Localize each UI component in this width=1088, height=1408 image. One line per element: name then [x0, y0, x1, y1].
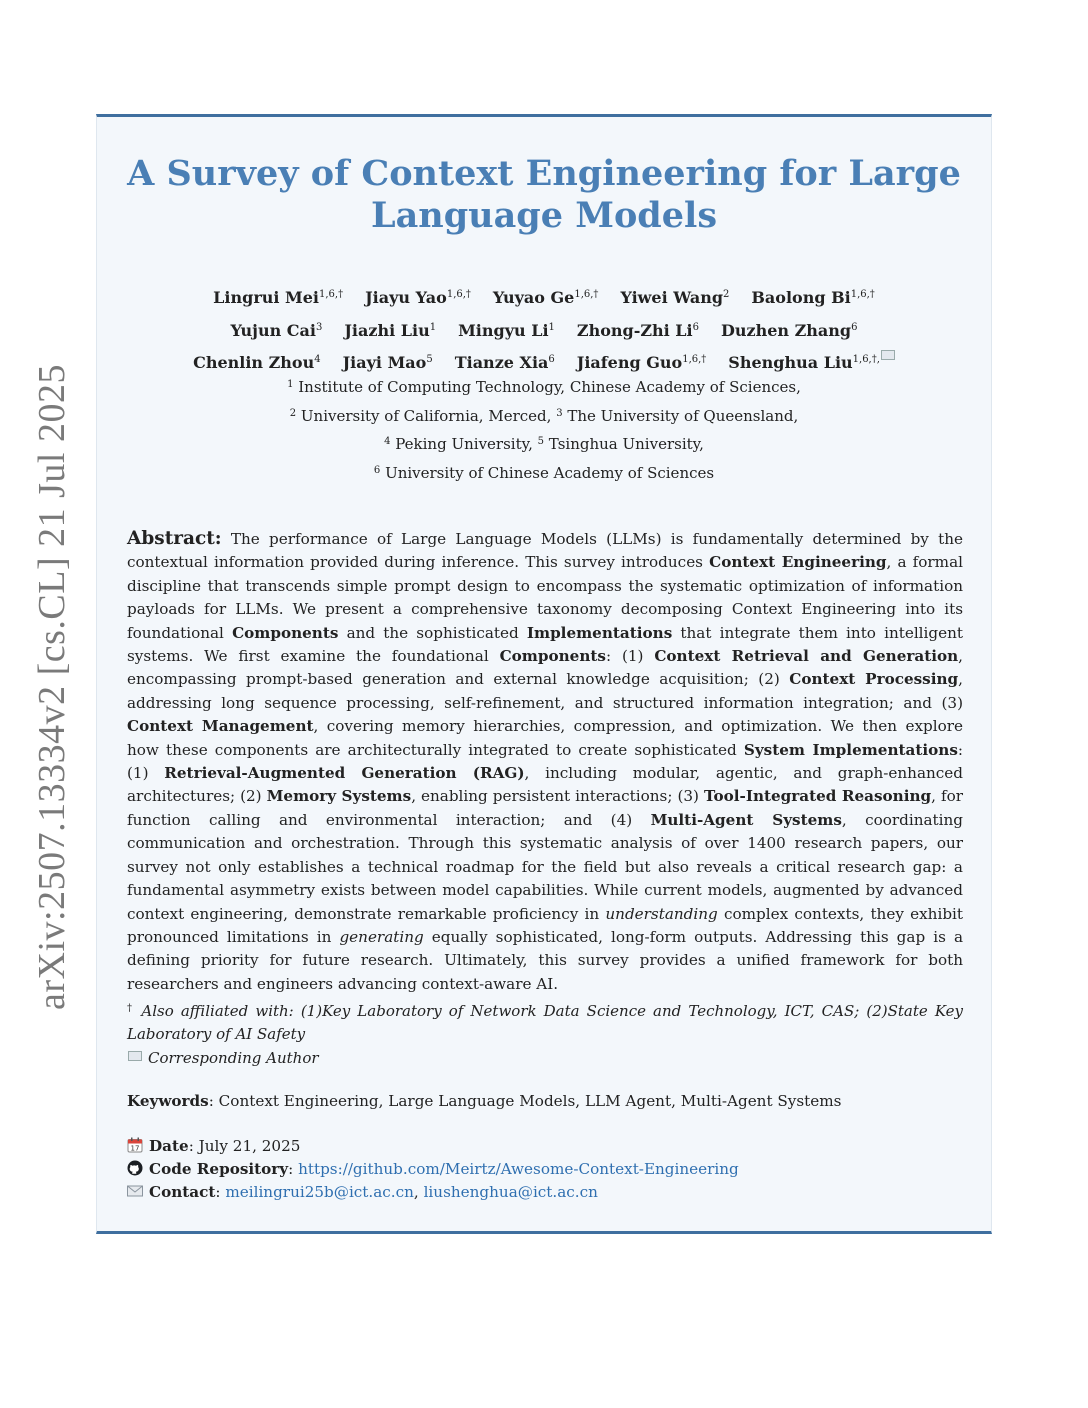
repository-link[interactable]: https://github.com/Meirtz/Awesome-Context-Engineering — [298, 1160, 739, 1179]
author: Mingyu Li$^1$ — [458, 321, 555, 340]
author: Zhong-Zhi Li$^6$ — [576, 321, 699, 340]
date-row: 17 Date: July 21, 2025 — [127, 1135, 739, 1158]
author-row-2 — [97, 313, 991, 346]
author-row-1 — [97, 280, 991, 313]
email-link-1[interactable]: meilingrui25b@ict.ac.cn — [225, 1183, 414, 1202]
title-line-2: Language Models — [370, 195, 718, 236]
affiliation-line-1: $^1$ Institute of Computing Technology, Chinese Academy of Sciences, — [287, 378, 801, 396]
calendar-icon — [127, 1137, 143, 1153]
author: Jiazhi Liu$^1$ — [344, 321, 437, 340]
author: Jiayu Yao$^{1,6,\dagger}$ — [365, 288, 471, 307]
author-list — [97, 280, 991, 377]
affiliation-footnote: † Also affiliated with: (1)Key Laboratory of Network Data Science and Technology, ICT, CAS; (2)State Key Laboratory of AI Safety — [127, 1002, 963, 1043]
author: Lingrui Mei$^{1,6,\dagger}$ — [213, 288, 344, 307]
paper-title — [97, 153, 991, 237]
affiliation-line-3: $^4$ Peking University, $^5$ Tsinghua University, — [384, 435, 704, 453]
email-link-2[interactable]: liushenghua@ict.ac.cn — [423, 1183, 598, 1202]
svg-text:17: 17 — [130, 1144, 140, 1153]
author: Duzhen Zhang$^6$ — [721, 321, 858, 340]
paper-metadata — [127, 1135, 739, 1205]
title-line-1: A Survey of Context Engineering for Large — [127, 153, 961, 194]
author: Baolong $Bi^{1,6,\dagger}$ — [751, 288, 875, 307]
keywords: Keywords: Context Engineering, Large Language Models, LLM Agent, Multi-Agent Systems — [127, 1092, 842, 1110]
author: Shenghua Liu$^{1,6,\dagger,}$ — [728, 346, 895, 377]
envelope-icon — [127, 1183, 143, 1199]
corresponding-author-note: Corresponding Author — [127, 1049, 319, 1067]
contact-row: Contact: meilingrui25b@ict.ac.cn, liushenghua@ict.ac.cn — [127, 1181, 739, 1204]
affiliation-line-2: $^2$ University of California, Merced, $^3$ The University of Queensland, — [289, 406, 799, 425]
author: Yuyao $Ge^{1,6,\dagger}$ — [492, 288, 599, 307]
github-icon — [127, 1160, 143, 1176]
author: Jiafeng Guo$^{1,6,\dagger}$ — [576, 353, 707, 372]
author: Yiwei Wang$^2$ — [620, 288, 730, 307]
affiliation-line-4: $^6$ University of Chinese Academy of Sciences — [373, 463, 715, 482]
corresponding-mail-icon — [881, 350, 895, 360]
author: Tianze Xia$^6$ — [454, 353, 555, 372]
envelope-icon — [128, 1051, 142, 1061]
author: Chenlin Zhou$^4$ — [193, 353, 321, 372]
repo-row: Code Repository: https://github.com/Meirtz/Awesome-Context-Engineering — [127, 1158, 739, 1181]
title-page-panel — [96, 114, 992, 1234]
author: Jiayi Mao$^5$ — [342, 353, 433, 372]
arxiv-side-stamp: arXiv:2507.13334v2 [cs.CL] 21 Jul 2025 — [31, 364, 73, 1010]
keywords-label: Keywords — [127, 1092, 209, 1110]
abstract-heading: Abstract: — [127, 528, 222, 549]
affiliations — [97, 372, 991, 486]
author: Yujun Cai$^3$ — [230, 321, 323, 340]
abstract: Abstract: The performance of Large Language Models (LLMs) is fundamentally determined by the contextual information provided during inference. This survey introduces Context Engineering, a formal discipline that transcends simple prompt design to encompass the systematic optimization of information payloads for LLMs. We present a comprehensive taxonomy decomposing Context Engineering into its foundational Components and the sophisticated Implementations that integrate them into intelligent systems. We first examine the foundational Components: (1) Context Retrieval and Generation, encompassing prompt-based generation and external knowledge acquisition; (2) Context Processing, addressing long sequence processing, self-refinement, and structured information integration; and (3) Context Management, covering memory hierarchies, compression, and optimization. We then explore how these components are architecturally integrated to create sophisticated System Implementations: (1) Retrieval-Augmented Generation (RAG), including modular, agentic, and graph-enhanced architectures; (2) Memory Systems, enabling persistent interactions; (3) Tool-Integrated Reasoning, for function calling and environmental interaction; and (4) Multi-Agent Systems, coordinating communication and orchestration. Through this systematic analysis of over 1400 research papers, our survey not only establishes a technical roadmap for the field but also reveals a critical research gap: a fundamental asymmetry exists between model capabilities. While current models, augmented by advanced context engineering, demonstrate remarkable proficiency in understanding complex contexts, they exhibit pronounced limitations in generating equally sophisticated, long-form outputs. Addressing this gap is a defining priority for future research. Ultimately, this survey provides a unified framework for both researchers and engineers advancing context-aware AI. — [127, 528, 964, 993]
